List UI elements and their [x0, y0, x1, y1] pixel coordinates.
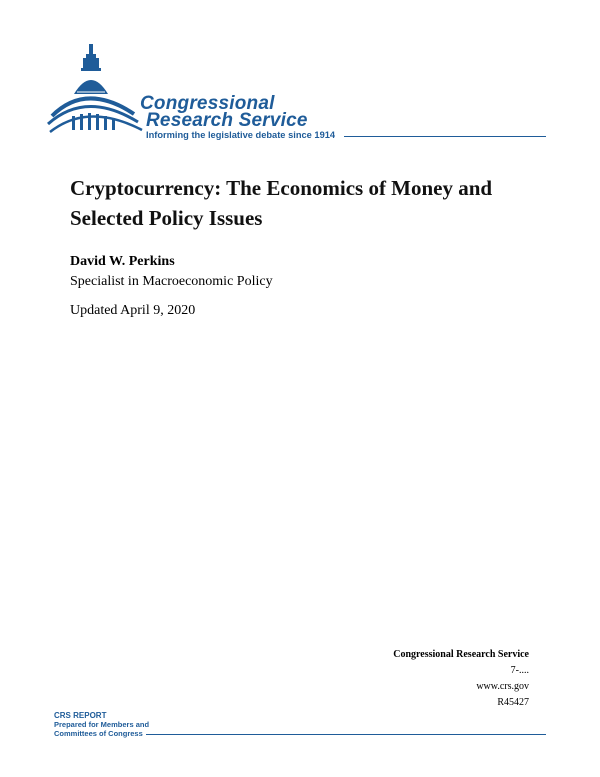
logo-line2: Research Service: [146, 110, 308, 131]
footer-line2: Prepared for Members and: [54, 720, 150, 729]
publisher-phone: 7-....: [510, 665, 529, 676]
publisher-website[interactable]: www.crs.gov: [476, 681, 529, 692]
capitol-dome-icon: [46, 44, 146, 144]
logo-tagline: Informing the legislative debate since 1914: [146, 130, 336, 140]
author-name: David W. Perkins: [70, 254, 175, 269]
author-role: Specialist in Macroeconomic Policy: [70, 274, 273, 289]
logo-rule: [344, 136, 546, 137]
footer-line1: CRS REPORT: [54, 711, 107, 720]
updated-date: Updated April 9, 2020: [70, 303, 196, 318]
footer: [54, 711, 546, 741]
footer-line3: Committees of Congress: [54, 729, 143, 738]
logo-line1: Congressional: [140, 93, 275, 114]
publisher-block: [393, 647, 529, 711]
publisher-name: Congressional Research Service: [393, 649, 529, 660]
report-title: Cryptocurrency: The Economics of Money and Selected Policy Issues: [70, 176, 493, 230]
crs-logo: [46, 44, 556, 144]
report-number: R45427: [497, 697, 529, 708]
footer-rule: [146, 734, 546, 735]
